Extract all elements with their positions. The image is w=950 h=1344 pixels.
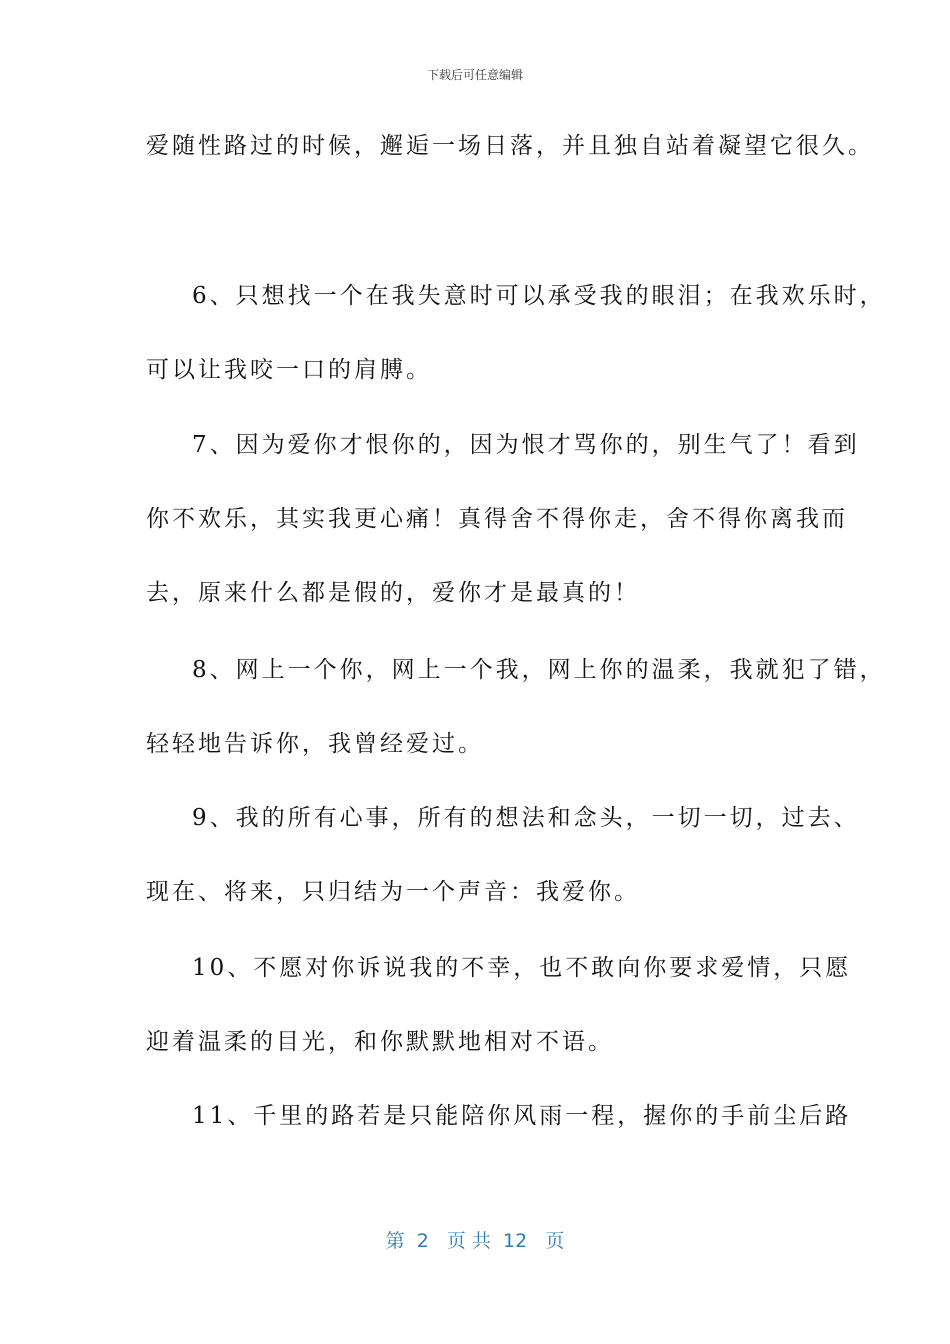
paragraph-line: 可以让我咬一口的肩膊。	[146, 357, 432, 383]
paragraph-line: 11、千里的路若是只能陪你风雨一程，握你的手前尘后路	[192, 1103, 852, 1129]
paragraph-line: 现在、将来，只归结为一个声音：我爱你。	[146, 879, 640, 905]
paragraph-line: 迎着温柔的目光，和你默默地相对不语。	[146, 1029, 614, 1055]
paragraph-line: 你不欢乐，其实我更心痛！真得舍不得你走，舍不得你离我而	[146, 506, 848, 532]
paragraph-line: 7、因为爱你才恨你的，因为恨才骂你的，别生气了！看到	[192, 432, 860, 458]
paragraph-line: 6、只想找一个在我失意时可以承受我的眼泪；在我欢乐时，	[192, 283, 886, 309]
page-header: 下载后可任意编辑	[426, 68, 523, 82]
paragraph-line: 轻轻地告诉你，我曾经爱过。	[146, 731, 484, 757]
paragraph-line: 9、我的所有心事，所有的想法和念头，一切一切，过去、	[192, 805, 860, 831]
paragraph-line: 10、不愿对你诉说我的不幸，也不敢向你要求爱情，只愿	[192, 955, 852, 981]
paragraph-line: 去，原来什么都是假的，爱你才是最真的！	[146, 580, 640, 606]
page-number-footer: 第 2 页 共 12 页	[385, 1230, 565, 1252]
paragraph-line: 8、网上一个你，网上一个我，网上你的温柔，我就犯了错，	[192, 657, 886, 683]
paragraph-line: 爱随性路过的时候，邂逅一场日落，并且独自站着凝望它很久。	[146, 133, 874, 159]
